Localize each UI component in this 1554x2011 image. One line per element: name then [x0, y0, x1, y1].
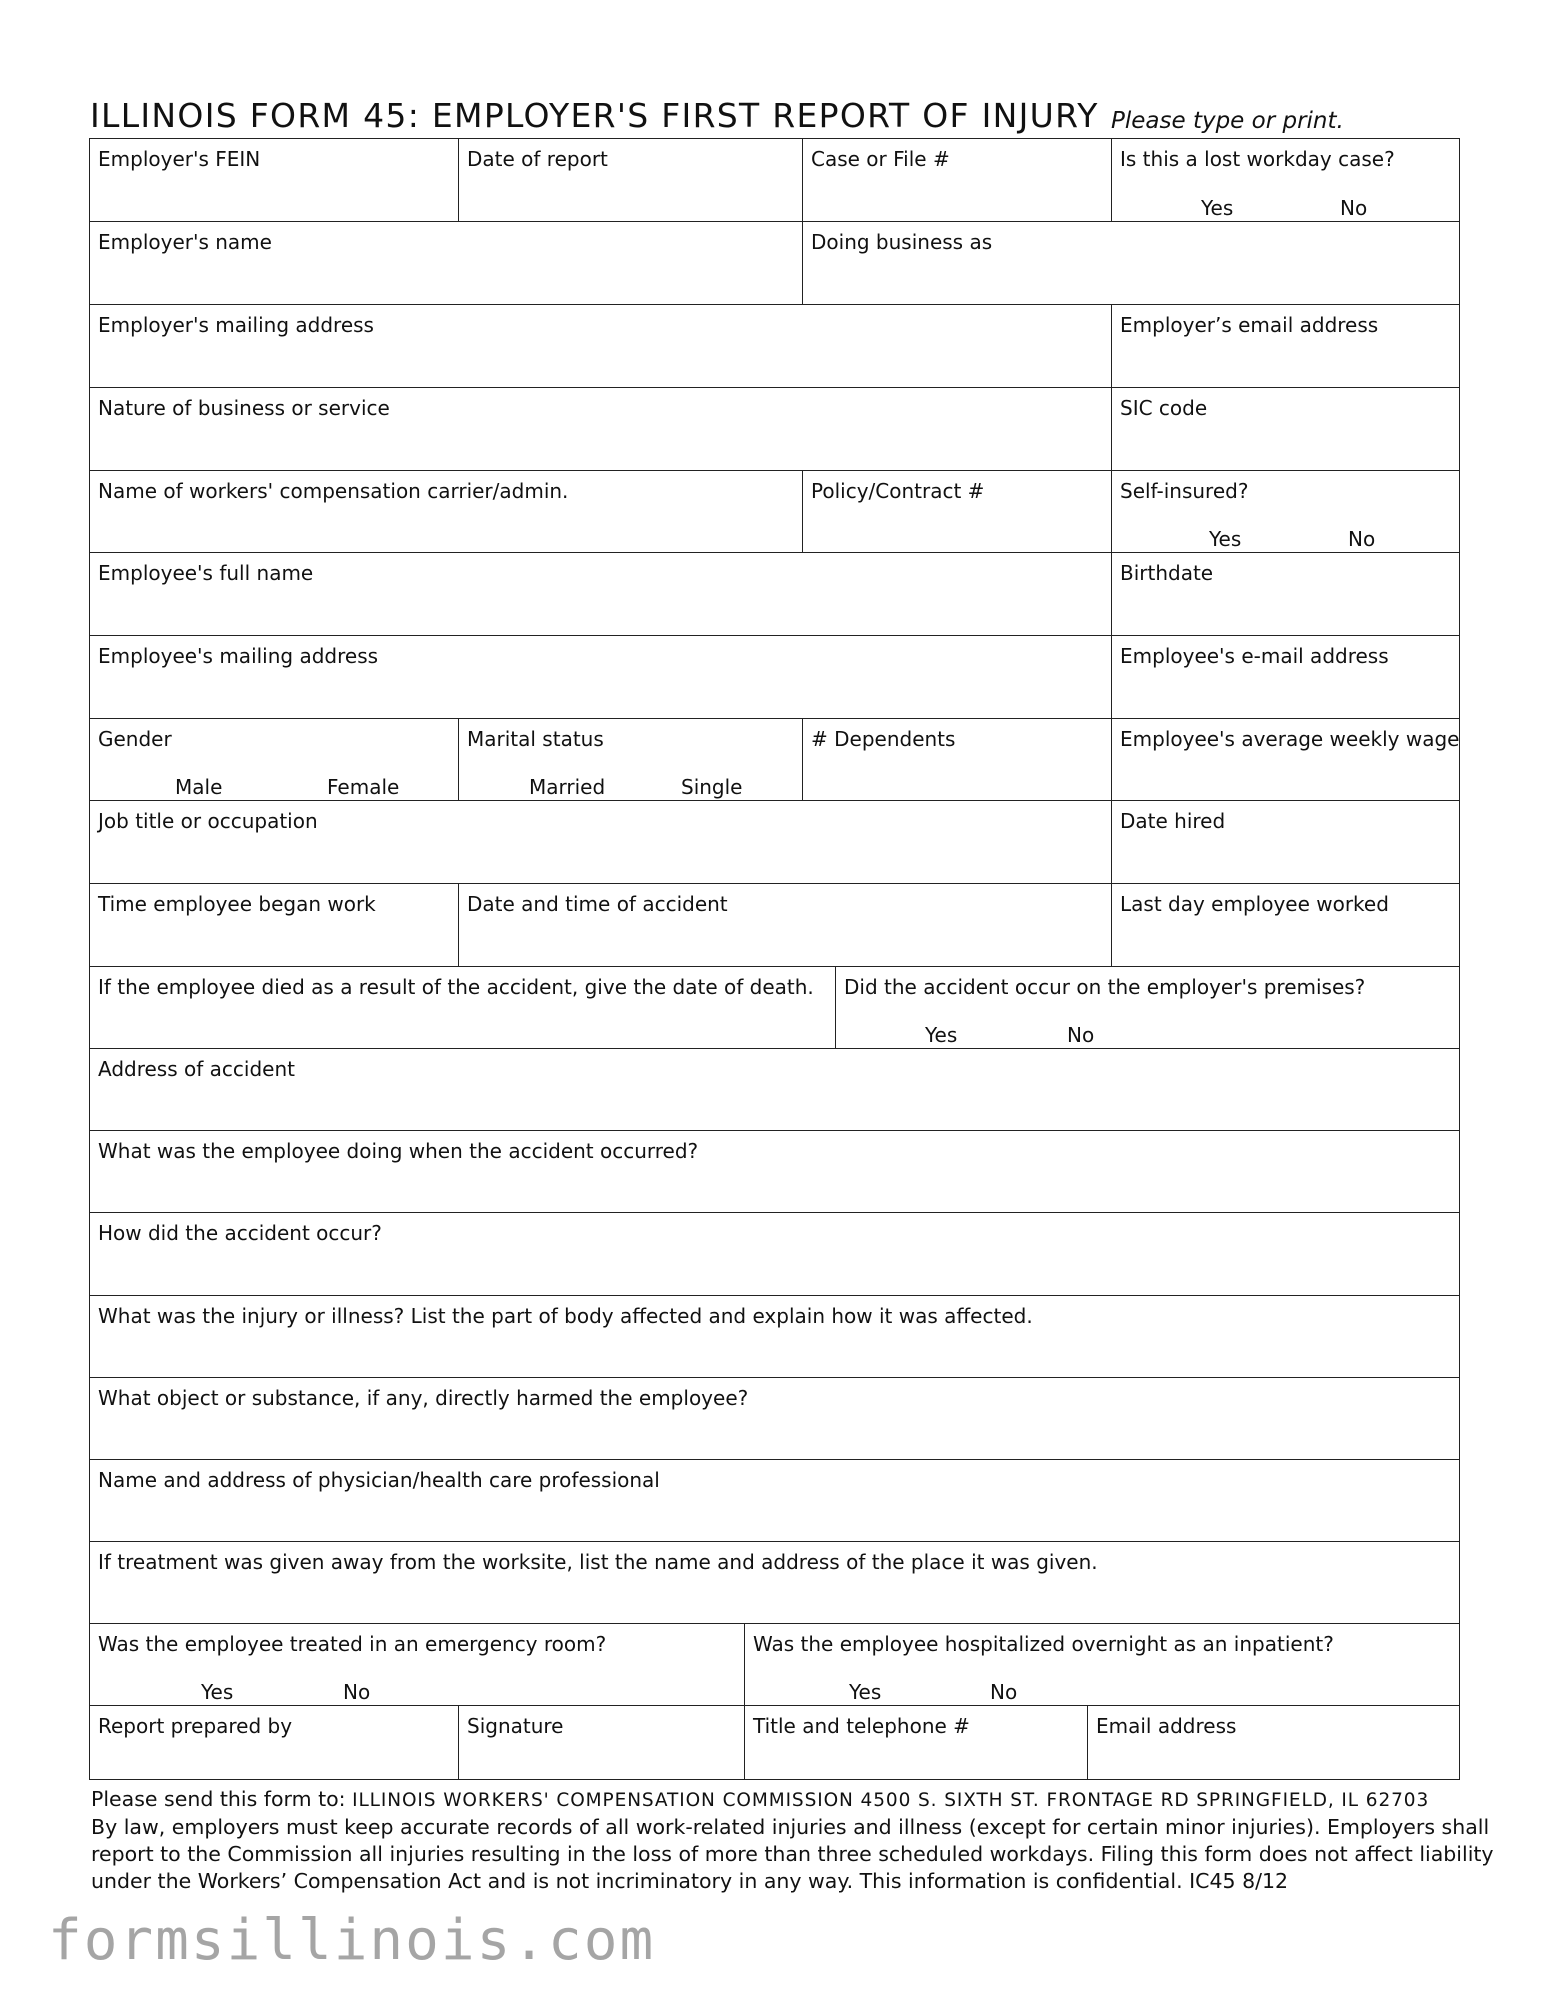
field-date-of-death[interactable]: [90, 967, 835, 1048]
field-last-day-worked[interactable]: [1111, 884, 1459, 966]
field-injury-illness[interactable]: [90, 1296, 1459, 1377]
label-accident-address: Address of accident: [98, 1057, 295, 1081]
injury-report-form: [89, 138, 1460, 1780]
hospitalized-yes-option[interactable]: Yes: [849, 1680, 882, 1704]
label-date-hired: Date hired: [1120, 809, 1226, 833]
field-employer-email[interactable]: [1111, 305, 1459, 387]
label-doing-business-as: Doing business as: [811, 230, 993, 254]
footer-legal-line-3: under the Workers’ Compensation Act and is not incriminatory in any way. This information is confidential. IC45 8/12: [91, 1869, 1289, 1893]
field-sic-code[interactable]: [1111, 388, 1459, 470]
label-employee-full-name: Employee's full name: [98, 561, 314, 585]
field-employee-email[interactable]: [1111, 636, 1459, 718]
field-emergency-room: [90, 1624, 744, 1705]
type-or-print-note: Please type or print.: [1111, 108, 1344, 134]
field-accident-address[interactable]: [90, 1049, 1459, 1130]
row-employer-address: [90, 304, 1459, 387]
field-dependents[interactable]: [802, 719, 1111, 800]
row-accident-timing: [90, 883, 1459, 966]
on-premises-yes-option[interactable]: Yes: [925, 1023, 958, 1047]
label-job-title: Job title or occupation: [98, 809, 318, 833]
field-employee-mailing-address[interactable]: [90, 636, 1111, 718]
label-employee-mailing-address: Employee's mailing address: [98, 644, 379, 668]
field-hospitalized: [744, 1624, 1459, 1705]
field-physician[interactable]: [90, 1460, 1459, 1541]
footer-legal-line-2: report to the Commission all injuries resulting in the loss of more than three scheduled workdays. Filing this form does not affect liability: [91, 1842, 1494, 1866]
field-nature-of-business[interactable]: [90, 388, 1111, 470]
row-treatment-type: [90, 1623, 1459, 1705]
row-treatment-away: [90, 1541, 1459, 1623]
label-birthdate: Birthdate: [1120, 561, 1214, 585]
row-physician: [90, 1459, 1459, 1541]
field-employer-mailing-address[interactable]: [90, 305, 1111, 387]
label-signature: Signature: [467, 1714, 564, 1738]
row-employer-name: [90, 221, 1459, 304]
on-premises-no-option[interactable]: No: [1067, 1023, 1095, 1047]
label-treatment-away: If treatment was given away from the worksite, list the name and address of the place it was given.: [98, 1550, 1098, 1574]
label-lost-workday-case: Is this a lost workday case?: [1120, 147, 1395, 171]
label-case-file-number: Case or File #: [811, 147, 950, 171]
label-employee-doing: What was the employee doing when the accident occurred?: [98, 1139, 699, 1163]
field-carrier-name[interactable]: [90, 471, 802, 552]
emergency-room-no-option[interactable]: No: [343, 1680, 371, 1704]
label-marital-status: Marital status: [467, 727, 604, 751]
label-sic-code: SIC code: [1120, 396, 1208, 420]
row-object: [90, 1377, 1459, 1459]
row-carrier: [90, 470, 1459, 552]
field-self-insured: [1111, 471, 1459, 552]
label-harmful-object: What object or substance, if any, directly harmed the employee?: [98, 1386, 749, 1410]
field-on-premises: [835, 967, 1459, 1048]
gender-male-option[interactable]: Male: [175, 775, 223, 799]
row-employer-ids: [90, 139, 1459, 221]
label-employer-name: Employer's name: [98, 230, 272, 254]
label-time-began-work: Time employee began work: [98, 892, 376, 916]
label-injury-illness: What was the injury or illness? List the part of body affected and explain how it was affected.: [98, 1304, 1033, 1328]
label-self-insured: Self-insured?: [1120, 479, 1249, 503]
self-insured-yes-option[interactable]: Yes: [1209, 527, 1242, 551]
field-doing-business-as[interactable]: [802, 222, 1459, 304]
label-physician: Name and address of physician/health care professional: [98, 1468, 660, 1492]
label-how-occur: How did the accident occur?: [98, 1221, 382, 1245]
label-gender: Gender: [98, 727, 172, 751]
site-watermark: formsillinois.com: [48, 1908, 656, 1973]
label-date-of-report: Date of report: [467, 147, 608, 171]
field-accident-date-time[interactable]: [458, 884, 1111, 966]
field-employer-name[interactable]: [90, 222, 802, 304]
label-dependents: # Dependents: [811, 727, 956, 751]
row-job: [90, 800, 1459, 883]
row-injury: [90, 1295, 1459, 1377]
emergency-room-yes-option[interactable]: Yes: [201, 1680, 234, 1704]
marital-single-option[interactable]: Single: [681, 775, 743, 799]
row-accident-address: [90, 1048, 1459, 1130]
field-employee-full-name[interactable]: [90, 553, 1111, 635]
row-employee-name: [90, 552, 1459, 635]
field-harmful-object[interactable]: [90, 1378, 1459, 1459]
field-marital-status: [458, 719, 802, 800]
label-emergency-room: Was the employee treated in an emergency room?: [98, 1632, 607, 1656]
row-how-occur: [90, 1212, 1459, 1295]
lost-workday-no-option[interactable]: No: [1340, 196, 1368, 220]
label-employer-email: Employer’s email address: [1120, 313, 1379, 337]
row-employee-demographics: [90, 718, 1459, 800]
field-prepared-by[interactable]: [90, 1706, 458, 1779]
label-employer-mailing-address: Employer's mailing address: [98, 313, 374, 337]
label-employee-email: Employee's e-mail address: [1120, 644, 1389, 668]
field-lost-workday-case: [1111, 139, 1459, 221]
label-title-telephone: Title and telephone #: [753, 1714, 970, 1738]
label-nature-of-business: Nature of business or service: [98, 396, 390, 420]
field-date-of-report[interactable]: [458, 139, 802, 221]
footer-send-to: [91, 1787, 1429, 1811]
footer-legal-line-1: By law, employers must keep accurate records of all work-related injuries and illness (except for certain minor injuries). Employers shall: [91, 1815, 1490, 1839]
label-carrier-name: Name of workers' compensation carrier/admin.: [98, 479, 569, 503]
label-employer-fein: Employer's FEIN: [98, 147, 261, 171]
field-title-telephone[interactable]: [744, 1706, 1087, 1779]
field-job-title[interactable]: [90, 801, 1111, 883]
label-accident-date-time: Date and time of accident: [467, 892, 728, 916]
row-employee-address: [90, 635, 1459, 718]
field-signature[interactable]: [458, 1706, 744, 1779]
footer-commission-address: ILLINOIS WORKERS' COMPENSATION COMMISSION 4500 S. SIXTH ST. FRONTAGE RD SPRINGFIELD, IL 62703: [352, 1790, 1430, 1811]
row-business-nature: [90, 387, 1459, 470]
label-preparer-email: Email address: [1096, 1714, 1237, 1738]
field-preparer-email[interactable]: [1087, 1706, 1459, 1779]
field-gender: [90, 719, 458, 800]
field-date-hired[interactable]: [1111, 801, 1459, 883]
row-employee-doing: [90, 1130, 1459, 1212]
marital-married-option[interactable]: Married: [529, 775, 606, 799]
self-insured-no-option[interactable]: No: [1348, 527, 1376, 551]
form-title: ILLINOIS FORM 45: EMPLOYER'S FIRST REPORT OF INJURY: [90, 96, 1099, 135]
lost-workday-yes-option[interactable]: Yes: [1201, 196, 1234, 220]
label-hospitalized: Was the employee hospitalized overnight as an inpatient?: [753, 1632, 1334, 1656]
label-average-weekly-wage: Employee's average weekly wage: [1120, 727, 1460, 751]
row-death-premises: [90, 966, 1459, 1048]
footer-send-prefix: Please send this form to:: [91, 1787, 353, 1811]
row-preparer: [90, 1705, 1459, 1779]
label-date-of-death: If the employee died as a result of the accident, give the date of death.: [98, 975, 814, 999]
field-time-began-work[interactable]: [90, 884, 458, 966]
field-employer-fein[interactable]: [90, 139, 458, 221]
gender-female-option[interactable]: Female: [327, 775, 400, 799]
field-policy-number[interactable]: [802, 471, 1111, 552]
hospitalized-no-option[interactable]: No: [990, 1680, 1018, 1704]
field-how-occur[interactable]: [90, 1213, 1459, 1295]
label-prepared-by: Report prepared by: [98, 1714, 293, 1738]
field-birthdate[interactable]: [1111, 553, 1459, 635]
field-average-weekly-wage[interactable]: [1111, 719, 1459, 800]
field-employee-doing[interactable]: [90, 1131, 1459, 1212]
label-on-premises: Did the accident occur on the employer's premises?: [844, 975, 1366, 999]
label-policy-number: Policy/Contract #: [811, 479, 985, 503]
field-treatment-away[interactable]: [90, 1542, 1459, 1623]
field-case-file-number[interactable]: [802, 139, 1111, 221]
label-last-day-worked: Last day employee worked: [1120, 892, 1389, 916]
